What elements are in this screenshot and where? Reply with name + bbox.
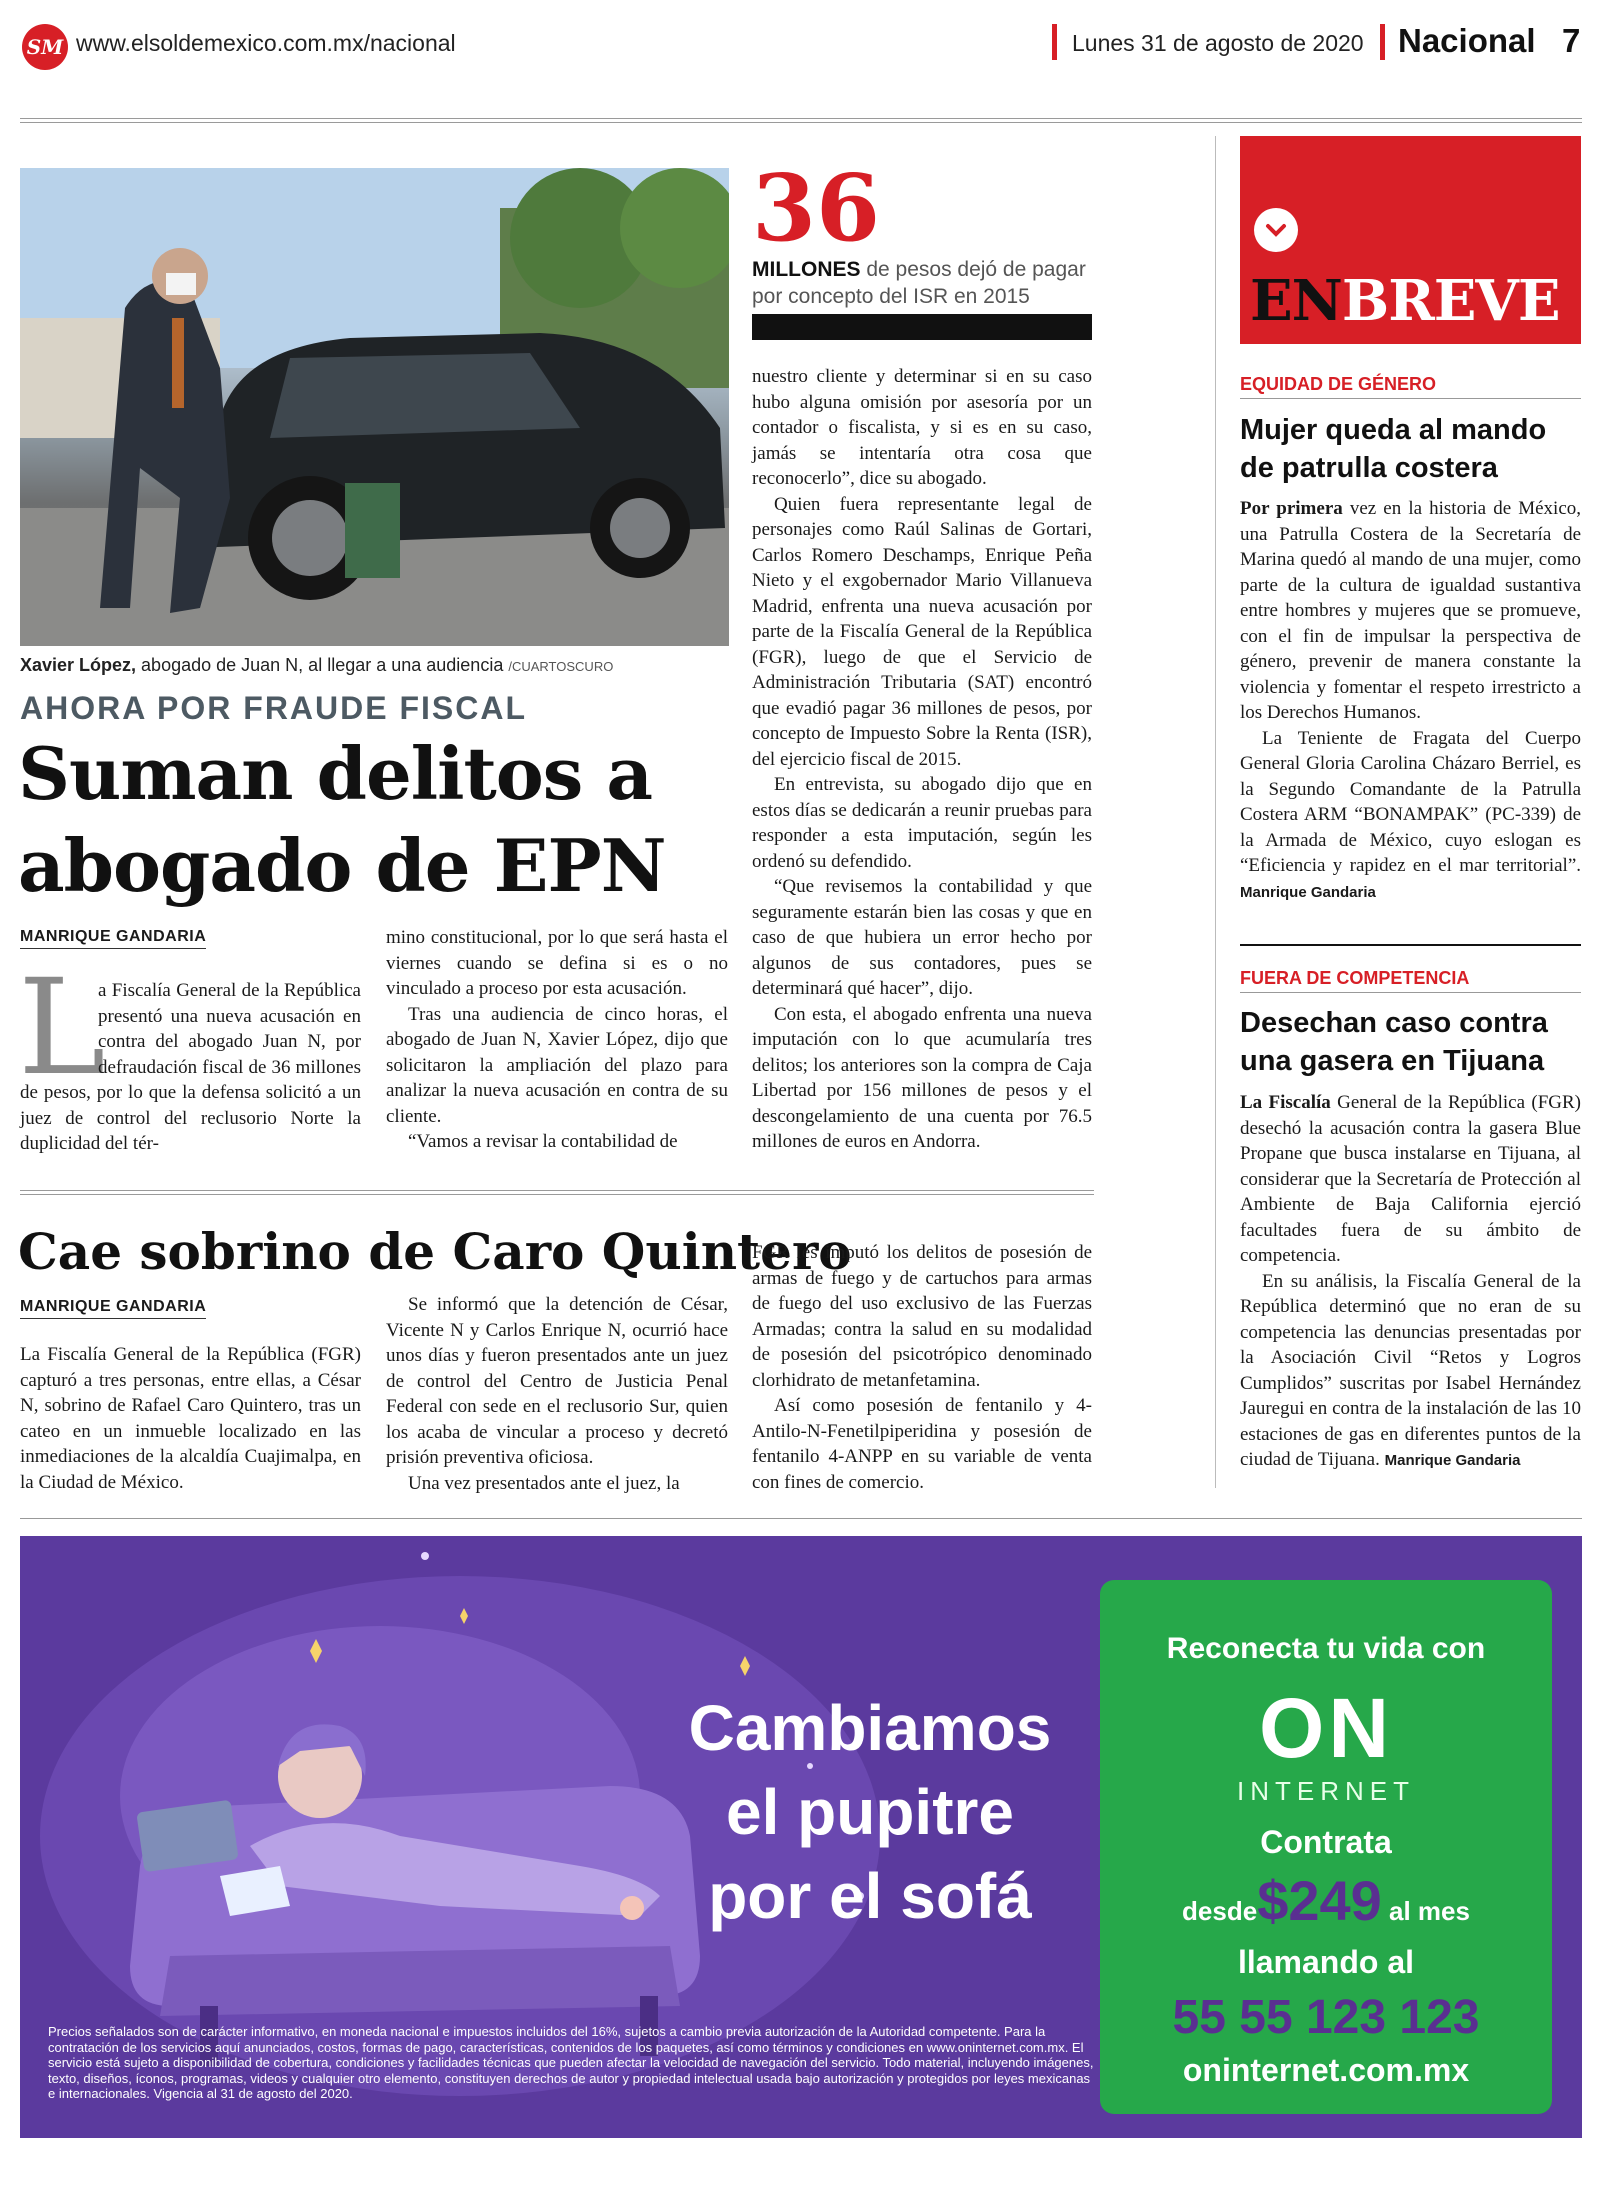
main-headline [18,728,733,912]
chevron-down-icon [1254,208,1298,252]
date-marker [1052,24,1057,60]
brief1-lead: Por primera [1240,498,1343,519]
brief1-body [1240,496,1581,905]
second-byline: MANRIQUE GANDARIA [20,1298,206,1319]
brand-sub: INTERNET [1237,1776,1415,1806]
main-col3-p3: En entrevista, su abogado dijo que en estos días se dedicarán a reunir pruebas para responder a esta imputación, según les ordenó su defendido. [752,774,1092,872]
al-mes-text [1382,1896,1389,1926]
brief2-p2: En su análisis, la Fiscalía General de la República determinó que no eran de su competencia las denuncias presentadas por la Asociación Civil “Retos y Logros Cumplidos” suscritas por Isabel Hernández Jauregui en contra de la instalación de las 10 estaciones de gas en diferentes puntos de la ciudad de Tijuana. [1240,1270,1581,1470]
brief1-category: EQUIDAD DE GÉNERO [1240,374,1437,394]
ad-offer-panel[interactable] [1100,1580,1552,2114]
second-col-1 [20,1342,361,1495]
ad-slogan [640,1686,1100,1938]
en-breve-label [1250,268,1560,334]
main-photo [20,168,729,646]
contrata-text: Contrata [1260,1824,1392,1860]
second-col3-p2: Así como posesión de fentanilo y 4-Antilo-N-Fenetilpiperidina y posesión de fentanilo 4-ANPP en su variable de venta con fines de comercio. [752,1395,1092,1493]
brief2-category: FUERA DE COMPETENCIA [1240,968,1470,988]
caption-text: abogado de Juan N, al llegar a una audiencia [136,655,504,675]
main-col2-p3: “Vamos a revisar la contabilidad de [408,1131,678,1152]
brief2-cat-rule [1240,992,1581,993]
second-col-3 [752,1240,1092,1495]
headline-line-1: Suman delitos a [18,731,652,816]
column-separator [1215,136,1216,1488]
stat-number: 36 [752,154,881,262]
ad-top-rule [20,1518,1582,1519]
main-col2-p2: Tras una audiencia de cinco horas, el abogado de Juan N, Xavier López, dijo que solicitaron la ampliación del plazo para analizar la nueva acusación en contra de su cliente. [386,1003,728,1127]
en-breve-banner [1240,136,1581,344]
brief1-signature: Manrique Gandaria [1240,883,1376,901]
main-col-2 [386,925,728,1155]
slogan-line-3: por el sofá [708,1860,1032,1932]
page-number: 7 [1562,22,1581,59]
slogan-line-1: Cambiamos [688,1692,1052,1764]
second-col-2 [386,1292,728,1496]
headline-line-2: abogado de EPN [18,823,666,908]
story-kicker: AHORA POR FRAUDE FISCAL [20,690,528,726]
brief-divider [1240,944,1581,946]
main-col-1 [20,978,361,1157]
phone-number[interactable]: 55 55 123 123 [1172,1991,1480,2044]
second-col2-p1: Se informó que la detención de César, Vicente N y Carlos Enrique N, ocurrió hace unos días y fueron presentados ante un juez de control del Centro de Justicia Penal Federal con sede en el reclusorio Sur, quien los acaba de vincular a proceso y decretó prisión preventiva oficiosa. [386,1294,728,1468]
main-byline: MANRIQUE GANDARIA [20,928,206,949]
brief2-signature: Manrique Gandaria [1384,1452,1521,1469]
price-line [1100,1868,1552,1933]
reconnect-text: Reconecta tu vida con [1166,1632,1486,1665]
section-marker [1380,24,1385,60]
second-headline: Cae sobrino de Caro Quintero [18,1222,852,1281]
dropcap: L [18,951,106,1105]
ad-website[interactable]: oninternet.com.mx [1182,2052,1470,2088]
brand-logo: ON [1259,1681,1393,1775]
issue-date: Lunes 31 de agosto de 2020 [1072,30,1364,56]
stat-bar [752,314,1092,340]
label-breve: BREVE [1341,268,1560,334]
stat-bold: MILLONES [752,258,861,281]
main-col3-p5: Con esta, el abogado enfrenta una nueva imputación con lo que acumularía tres delitos; los anteriores son la compra de Caja Libertad por 156 millones de pesos y el descongelamiento de una cuenta por 76.5 millones de euros en Andorra. [752,1003,1092,1152]
main-col2-p1: mino constitucional, por lo que será hasta el viernes cuando se defina si es o no vinculado a proceso por esta acusación. [386,927,728,999]
brief2-p1: General de la República (FGR) desechó la acusación contra la gasera Blue Propane que busca instalarse en Tijuana, al considerar que la Secretaría de Protección al Ambiente de Baja California ejerció facultades fuera de su ámbito de competencia. [1240,1092,1581,1266]
slogan-line-2: el pupitre [725,1776,1015,1848]
logo: SM [22,24,68,70]
main-col3-p4: “Que revisemos la contabilidad y que seguramente estarán bien las cosas y que en caso de que hubiera un error hecho por algunos de sus contadores, pues se determinará qué hacer”, dijo. [752,876,1092,999]
brief2-headline: Desechan caso contra una gasera en Tijuana [1240,1007,1548,1077]
caption-name: Xavier López, [20,655,137,675]
llamando-text: llamando al [1237,1944,1415,1980]
main-col-3 [752,364,1092,1155]
brief2-lead: La Fiscalía [1240,1092,1331,1113]
section-name: Nacional [1398,22,1536,59]
brief1-p1: vez en la historia de México, una Patrulla Costera de la Secretaría de Marina quedó al mando de una mujer, como parte de la cultura de igualdad sustantiva entre hombres y mujeres que se promueve, con el fin de impulsar la perspectiva de género, prevenir de manera constante la violencia y fomentar el respeto irrestricto a los Derechos Humanos. [1240,498,1581,723]
stat-text: de pesos dejó de pagar por concepto del ISR en 2015 [752,258,1086,308]
photo-credit: /CUARTOSCURO [508,659,614,674]
desde-text: desde [1182,1896,1258,1926]
header-rule [20,118,1582,123]
price-value: $249 [1257,1869,1382,1932]
brief1-p2: La Teniente de Fragata del Cuerpo General Gloria Carolina Cházaro Berriel, es la Segundo Comandante de la Patrulla Costera ARM “BONAMPAK” (PC-339) de la Armada de México, cuyo eslogan es “Eficiencia y rapidez en el mar territorial”. [1240,727,1581,876]
photo-caption [20,655,729,676]
main-col3-p1: nuestro cliente y determinar si en su caso hubo alguna omisión por asesoría por un contador o fiscalista, y si es en su caso, jamás se intentaría otra cosa que reconocerlo”, dice su abogado. [752,366,1092,489]
stat-caption [752,256,1092,310]
brief2-body [1240,1090,1581,1474]
second-col2-p2: Una vez presentados ante el juez, la [408,1472,680,1494]
ad-legal: Precios señalados son de carácter informativo, en moneda nacional e impuestos incluidos del 16%, sujetos a cambio previa autorización de la Autoridad competente. Para la contratación de los servicios aquí anunciados, costos, formas de pago, características, contenidos de los paquetes, así como términos y condiciones en www.oninternet.com.mx. El servicio está sujeto a disponibilidad de cobertura, condiciones y facilidades técnicas que pueden afectar la velocidad de navegación del servicio. Todo material, incluyendo imágenes, texto, diseños, íconos, programas, videos y cualquier otro elemento, constituyen derechos de autor y propiedad intelectual usada bajo autorización y protegidos por leyes mexicanas e internacionales. Vigencia al 31 de agosto del 2020. [48,2024,1094,2101]
site-url[interactable]: www.elsoldemexico.com.mx/nacional [76,30,456,56]
advertisement[interactable] [20,1536,1582,2138]
second-col1-p1: La Fiscalía General de la República (FGR) capturó a tres personas, entre ellas, a César N, sobrino de Rafael Caro Quintero, tras un cateo en un inmueble localizado en las inmediaciones de la alcaldía Cuajimalpa, en la Ciudad de México. [20,1344,361,1493]
label-en: EN [1250,268,1342,334]
story-divider [20,1190,1094,1195]
brief1-cat-rule [1240,398,1581,399]
second-col3-p1: FGR les imputó los delitos de posesión de armas de fuego y de cartuchos para armas de fuego del uso exclusivo de las Fuerzas Armadas; contra la salud en su modalidad de posesión del psicotrópico denominado clorhidrato de metanfetamina. [752,1242,1092,1391]
main-col1-text: a Fiscalía General de la República presentó una nueva acusación en contra del abogado Juan N, por defraudación fiscal de 36 millones de pesos, por lo que la defensa solicitó a un juez de control del reclusorio Norte la duplicidad del tér- [20,980,361,1154]
brief1-headline: Mujer queda al mando de patrulla costera [1240,414,1547,484]
per-month: al mes [1389,1896,1470,1926]
main-col3-p2: Quien fuera representante legal de personajes como Raúl Salinas de Gortari, Carlos Romero Deschamps, Enrique Peña Nieto y el exgobernador Mario Villanueva Madrid, enfrenta una nueva acusación por parte de la Fiscalía General de la República (FGR), luego de que el Servicio de Administración Tributaria (SAT) encontró que evadió pagar 36 millones de pesos, por concepto de Impuesto Sobre la Renta (ISR), del ejercicio fiscal de 2015. [752,493,1092,770]
photo-illustration [20,168,729,646]
page-header [0,0,1601,110]
